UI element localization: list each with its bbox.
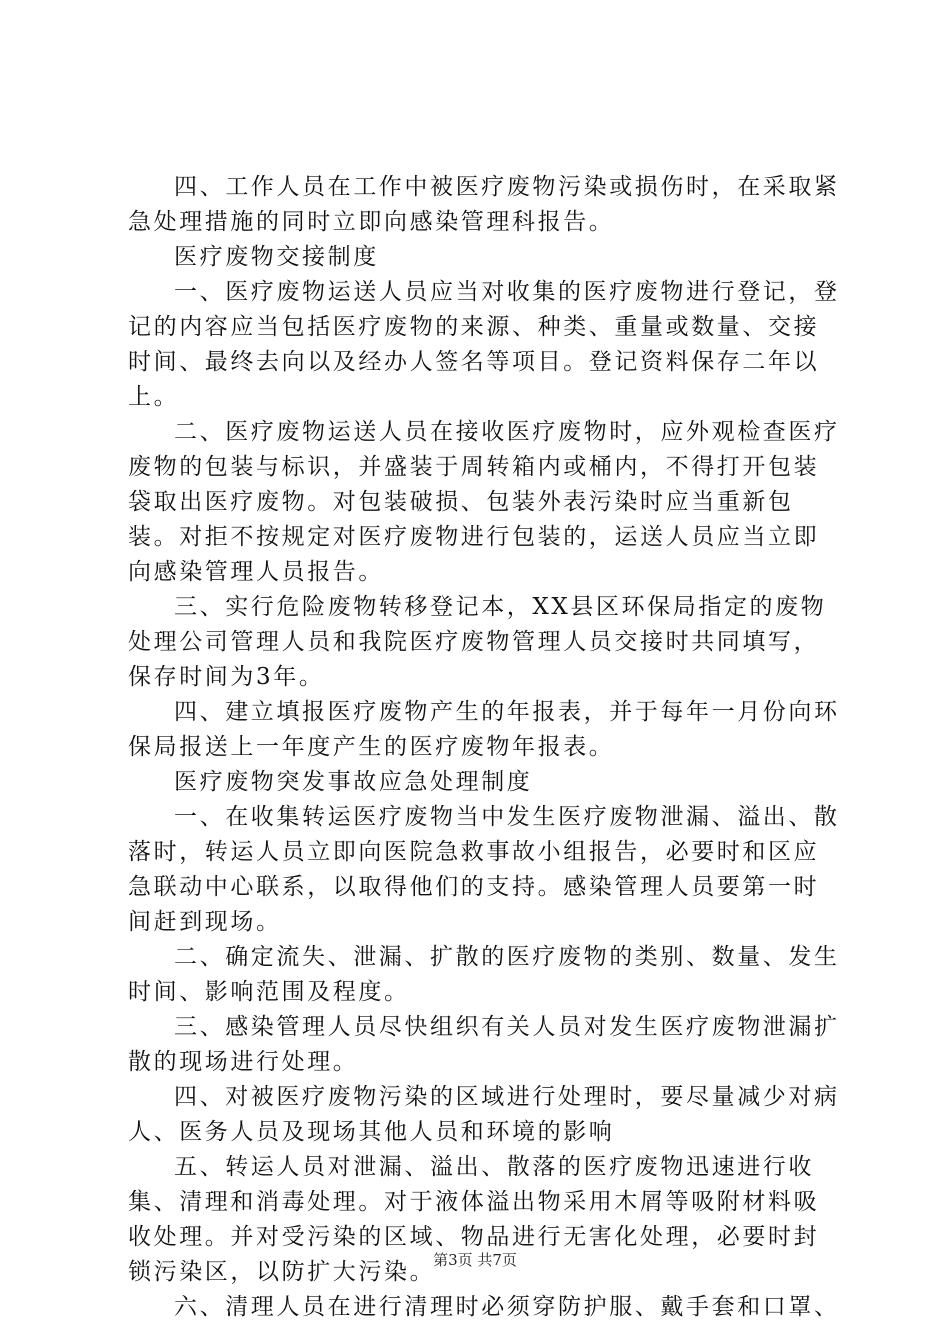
paragraph-staff-injury-report: 四、工作人员在工作中被医疗废物污染或损伤时，在采取紧急处理措施的同时立即向感染管理科报告。 [128, 174, 840, 235]
document-body [128, 170, 840, 1325]
paragraph-handover-packaging-check: 二、医疗废物运送人员在接收医疗废物时，应外观检查医疗废物的包装与标识，并盛装于周转箱内或桶内，不得打开包装袋取出医疗废物。对包装破损、包装外表污染时应当重新包装。对拒不按规定对医疗废物进行包装的，运送人员应当立即向感染管理人员报告。 [128, 419, 840, 585]
paragraph-organize-handling: 三、感染管理人员尽快组织有关人员对发生医疗废物泄漏扩散的现场进行处理。 [128, 1014, 840, 1075]
paragraph-handover-registration: 一、医疗废物运送人员应当对收集的医疗废物进行登记，登记的内容应当包括医疗废物的来源、种类、重量或数量、交接时间、最终去向以及经办人签名等项目。登记资料保存二年以上。 [128, 279, 840, 410]
paragraph-emergency-report: 一、在收集转运医疗废物当中发生医疗废物泄漏、溢出、散落时，转运人员立即向医院急救事故小组报告，必要时和区应急联动中心联系，以取得他们的支持。感染管理人员要第一时间赶到现场。 [128, 804, 840, 935]
paragraph-transfer-register: 三、实行危险废物转移登记本，XX县区环保局指定的废物处理公司管理人员和我院医疗废物管理人员交接时共同填写，保存时间为3年。 [128, 594, 827, 690]
section-heading-emergency-response: 医疗废物突发事故应急处理制度 [174, 769, 533, 795]
paragraph-cleanup-disinfection: 五、转运人员对泄漏、溢出、散落的医疗废物迅速进行收集、清理和消毒处理。对于液体溢出物采用木屑等吸附材料吸收处理。并对受污染的区域、物品进行无害化处理，必要时封锁污染区，以防扩大污染。 [128, 1154, 820, 1285]
page-number: 第3页 共7页 [433, 1251, 517, 1269]
paragraph-minimize-impact: 四、对被医疗废物污染的区域进行处理时，要尽量减少对病人、医务人员及现场其他人员和环境的影响 [128, 1084, 840, 1145]
paragraph-protective-gear: 六、清理人员在进行清理时必须穿防护服、戴手套和口罩、 [174, 1294, 840, 1320]
paragraph-annual-report: 四、建立填报医疗废物产生的年报表，并于每年一月份向环保局报送上一年度产生的医疗废物年报表。 [128, 699, 840, 760]
section-heading-waste-handover: 医疗废物交接制度 [174, 244, 379, 270]
paragraph-determine-scope: 二、确定流失、泄漏、扩散的医疗废物的类别、数量、发生时间、影响范围及程度。 [128, 944, 840, 1005]
